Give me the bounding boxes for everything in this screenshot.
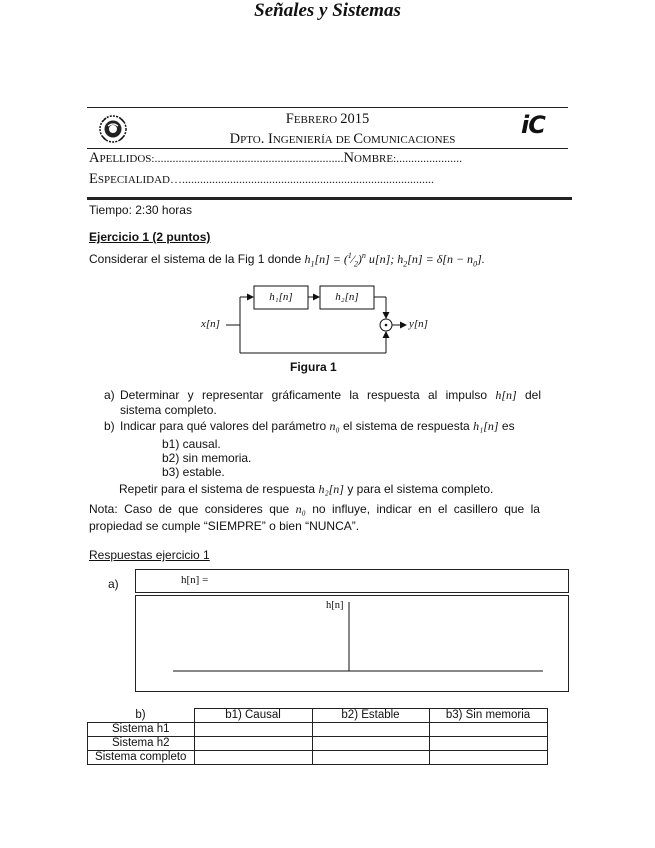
row-label: Sistema completo <box>88 751 195 765</box>
col-causal: b1) Causal <box>194 709 312 723</box>
note-line2: propiedad se cumple “SIEMPRE” o bien “NUNCA”. <box>89 519 360 533</box>
diagram-output-label: y[n] <box>409 318 428 330</box>
header-rule-top <box>87 107 568 108</box>
table-cell[interactable] <box>429 723 547 737</box>
specialty-field[interactable]: ESPECIALIDAD….................................................................................... <box>89 171 434 187</box>
item-a-line1: Determinar y representar gráficamente la respuesta al impulso h[n] del <box>120 388 541 402</box>
item-a-line2: sistema completo. <box>120 403 217 417</box>
table-cell[interactable] <box>194 737 312 751</box>
item-b3: b3) estable. <box>162 465 225 479</box>
page-title: Señales y Sistemas <box>254 0 401 21</box>
row-label: Sistema h2 <box>88 737 195 751</box>
table-cell[interactable] <box>194 751 312 765</box>
exam-date: FEBRERO 2015 <box>285 111 370 127</box>
item-b-text: Indicar para qué valores del parámetro n₀ el sistema de respuesta h₁[n] es <box>120 419 515 433</box>
diagram-input-label: x[n] <box>201 318 220 330</box>
col-sin-memoria: b3) Sin memoria <box>429 709 547 723</box>
hn-plot-axes <box>136 596 568 691</box>
answer-a-label: a) <box>108 577 119 591</box>
header-rule-bottom <box>87 148 568 149</box>
table-cell[interactable] <box>194 723 312 737</box>
exercise-statement: Considerar el sistema de la Fig 1 donde $h_1[n]$ = $(^1⁄_2)^n$ u[n]; $h_2[n] = \delta[n - n_0]$. <box>89 251 485 269</box>
exam-time: Tiempo: 2:30 horas <box>89 203 192 217</box>
figure-caption: Figura 1 <box>290 360 337 374</box>
hn-answer-box[interactable] <box>135 569 569 593</box>
hn-plot-box[interactable] <box>135 595 569 692</box>
department: DPTO. INGENIERÍA DE COMUNICACIONES <box>229 131 456 147</box>
table-cell[interactable] <box>312 723 429 737</box>
table-cell[interactable] <box>429 737 547 751</box>
hn-plot-ylabel: h[n] <box>326 600 344 611</box>
col-estable: b2) Estable <box>312 709 429 723</box>
answers-table <box>87 708 548 765</box>
table-row <box>88 737 548 751</box>
item-a-label: a) <box>104 388 115 402</box>
answers-heading: Respuestas ejercicio 1 <box>89 548 210 562</box>
row-label: Sistema h1 <box>88 723 195 737</box>
table-row <box>88 751 548 765</box>
ic-logo: iC <box>521 111 545 139</box>
surname-field[interactable]: APELLIDOS:...............................................................NOMBRE:...................... <box>89 150 463 166</box>
table-cell[interactable] <box>312 751 429 765</box>
diagram-block-h1: h₁[n] <box>269 291 293 303</box>
note-line1: Nota: Caso de que consideres que n₀ no influye, indicar en el casillero que la <box>89 502 540 516</box>
h1-definition: $h_1[n]$ = $(^1⁄_2)^n$ u[n]; $h_2[n] = \delta[n - n_0]$. <box>304 251 485 269</box>
table-row <box>88 723 548 737</box>
item-b1: b1) causal. <box>162 437 221 451</box>
hn-answer-label: h[n] = <box>181 574 209 586</box>
diagram-block-h2: h₂[n] <box>335 291 359 303</box>
exercise-heading: Ejercicio 1 (2 puntos) <box>89 230 211 244</box>
table-cell[interactable] <box>312 737 429 751</box>
table-cell[interactable] <box>429 751 547 765</box>
repeat-line: Repetir para el sistema de respuesta h₂[n] y para el sistema completo. <box>119 482 494 496</box>
table-corner: b) <box>88 709 195 723</box>
item-b2: b2) sin memoria. <box>162 451 252 465</box>
item-b-label: b) <box>104 419 115 433</box>
form-rule <box>87 197 572 200</box>
